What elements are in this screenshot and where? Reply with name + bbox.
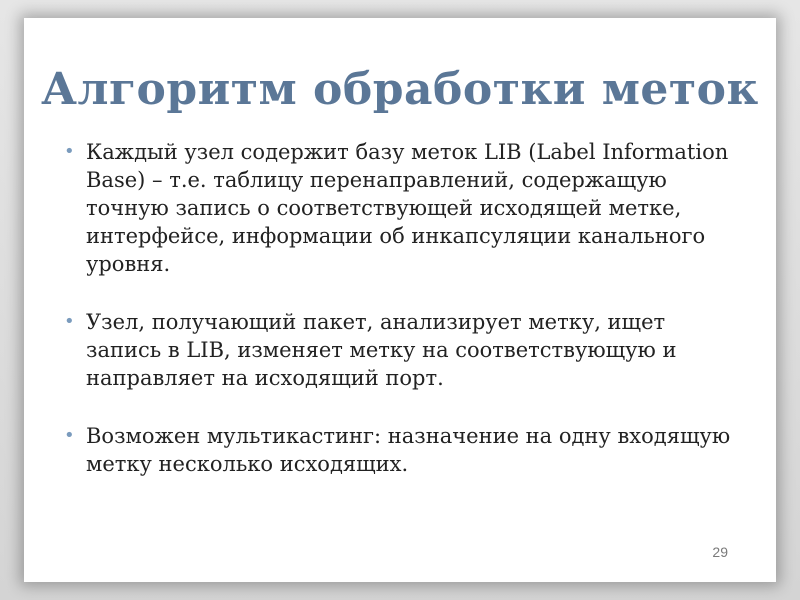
bullet-icon: • <box>64 311 75 332</box>
bullet-text: Возможен мультикастинг: назначение на одну входящую метку несколько исходящих. <box>86 424 731 476</box>
bullet-text: Каждый узел содержит базу меток LIB (Label Information Base) – т.е. таблицу перенаправлений, содержащую точную запись о соответствующей исходящей метке, интерфейсе, информации об инкапсуляции канального уровня. <box>86 140 729 276</box>
page-number: 29 <box>712 544 728 560</box>
bullet-list <box>64 138 744 508</box>
slide <box>24 18 776 582</box>
bullet-icon: • <box>64 141 75 162</box>
slide-title: Алгоритм обработки меток <box>41 64 759 115</box>
bullet-text: Узел, получающий пакет, анализирует метку, ищет запись в LIB, изменяет метку на соответствующую и направляет на исходящий порт. <box>86 310 677 390</box>
bullet-item <box>64 138 744 278</box>
bullet-item <box>64 422 744 478</box>
bullet-icon: • <box>64 425 75 446</box>
bullet-item <box>64 308 744 392</box>
